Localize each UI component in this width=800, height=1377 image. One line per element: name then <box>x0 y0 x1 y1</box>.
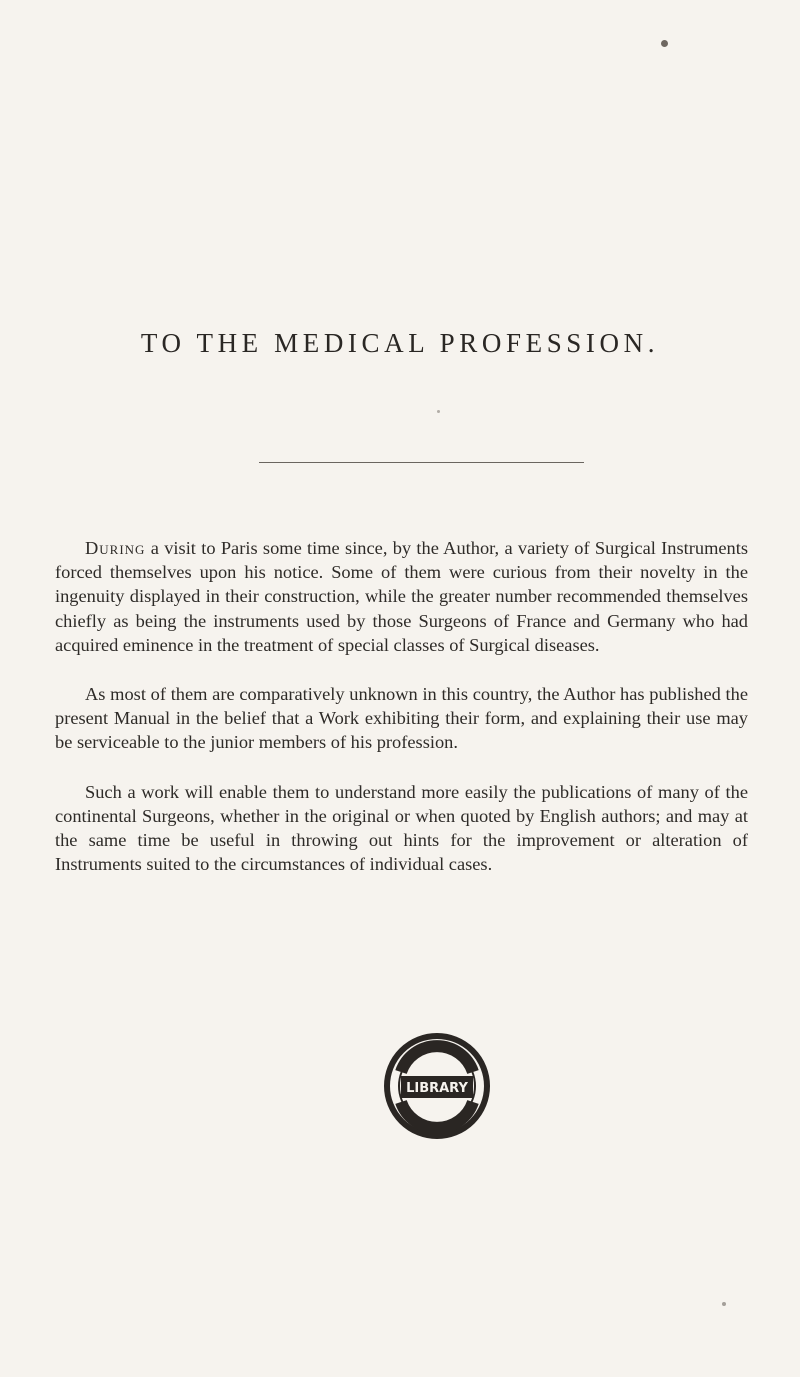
page-title: TO THE MEDICAL PROFESSION. <box>140 328 660 358</box>
library-stamp-icon <box>381 1030 493 1142</box>
paragraph-3 <box>55 780 748 877</box>
ink-speck <box>722 1302 726 1306</box>
body-text <box>55 536 748 901</box>
paragraph-text: As most of them are comparatively unknown in this country, the Author has published the present Manual in the belief that a Work exhibiting their form, and explaining their use may be serviceable to the junior members of his profession. <box>55 684 748 753</box>
stamp-text: LIBRARY <box>406 1081 468 1096</box>
divider-rule <box>259 462 584 463</box>
ink-speck <box>437 410 440 413</box>
paragraph-text: Such a work will enable them to understand more easily the publications of many of the continental Surgeons, whether in the original or when quoted by English authors; and may at the same time be useful in throwing out hints for the improvement or alteration of Instruments suited to the circumstances of individual cases. <box>55 781 748 875</box>
ink-speck <box>661 40 668 47</box>
paragraph-2 <box>55 682 748 755</box>
paragraph-text: a visit to Paris some time since, by the Author, a variety of Surgical Instruments forced themselves upon his notice. Some of them were curious from their novelty in the ingenuity displayed in their construction, while the greater number recommended themselves chiefly as being the instruments used by those Surgeons of France and Germany who had acquired eminence in the treatment of special classes of Surgical diseases. <box>55 538 748 655</box>
paragraph-1 <box>55 536 748 657</box>
paragraph-lead-word: During <box>85 538 146 558</box>
